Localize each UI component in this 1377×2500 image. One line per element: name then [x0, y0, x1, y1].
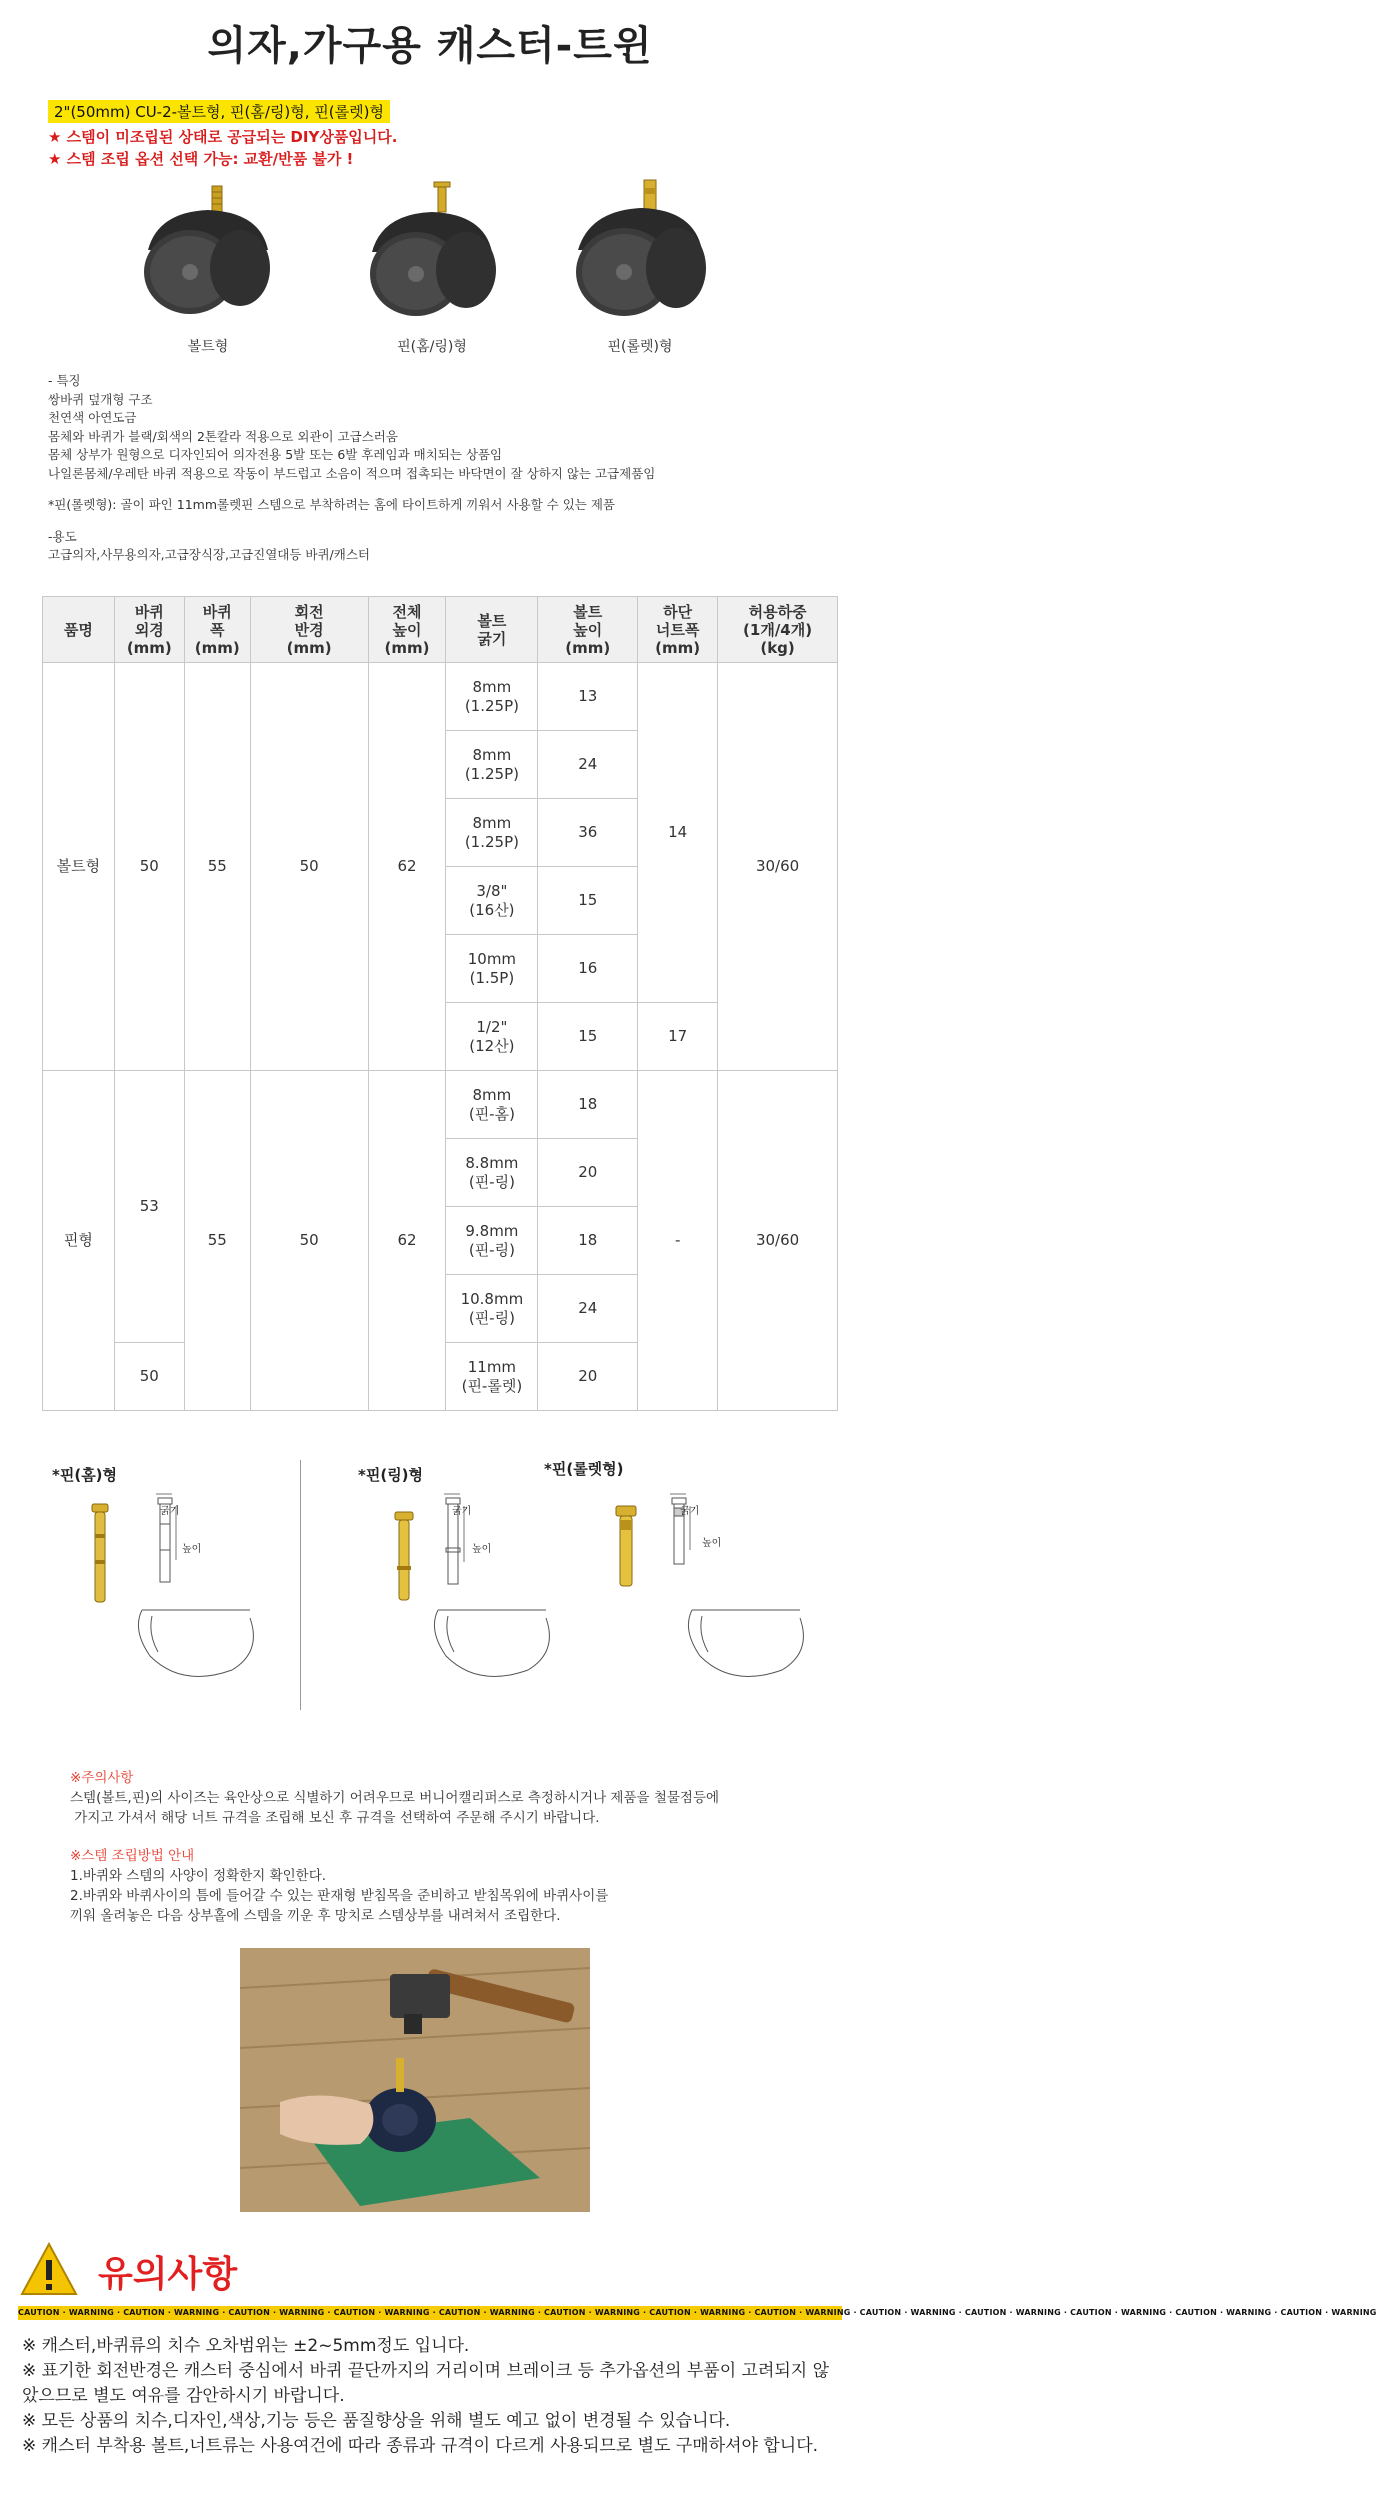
thickness-label: 굵기	[680, 1506, 700, 1517]
caution-notes	[70, 1768, 810, 1828]
bolt-thickness-cell: 8mm (1.25P)	[446, 799, 538, 867]
pin-length-cell: 18	[538, 1071, 638, 1139]
warning-note: ※ 표기한 회전반경은 캐스터 중심에서 바퀴 끝단까지의 거리이며 브레이크 등 추가옵션의 부품이 고려되지 않았으므로 별도 여유를 감안하시기 바랍니다.	[22, 2361, 830, 2406]
warning-title: 유의사항	[98, 2254, 238, 2295]
pin-rollet-heading: *핀(롤렛형)	[544, 1460, 624, 1478]
caution-line: 스템(볼트,핀)의 사이즈는 육안상으로 식별하기 어려우므로 버니어캘리퍼스로 측정하시거나 제품을 철물점등에	[70, 1790, 720, 1806]
pin-load-cell: 30/60	[718, 1071, 838, 1411]
col-header: 허용하중 (1개/4개) (kg)	[718, 597, 838, 663]
product-subtitle: 2"(50mm) CU-2-볼트형, 핀(홈/링)형, 핀(롤렛)형	[48, 100, 390, 123]
warning-note: ※ 모든 상품의 치수,디자인,색상,기능 등은 품질향상을 위해 별도 예고 없이 변경될 수 있습니다.	[22, 2411, 731, 2431]
bolt-length-cell: 16	[538, 935, 638, 1003]
pin-name-cell: 핀형	[43, 1071, 115, 1411]
pin-thickness-cell: 10.8mm (핀-링)	[446, 1275, 538, 1343]
caution-heading: ※주의사항	[70, 1770, 134, 1786]
bolt-thickness-cell: 1/2" (12산)	[446, 1003, 538, 1071]
pin-thickness-cell: 9.8mm (핀-링)	[446, 1207, 538, 1275]
caution-line: 가지고 가셔서 해당 너트 규격을 조립해 보신 후 규격을 선택하여 주문해 주시기 바랍니다.	[70, 1810, 600, 1826]
bolt-length-cell: 24	[538, 731, 638, 799]
bolt-thickness-cell: 8mm (1.25P)	[446, 731, 538, 799]
bolt-nut-cell: 14	[638, 663, 718, 1003]
pin-height-cell: 62	[368, 1071, 446, 1411]
pin-outer-cell: 50	[114, 1343, 184, 1411]
feature-line: 몸체 상부가 원형으로 디자인되어 의자전용 5발 또는 6발 후레임과 매치되는 상품임	[48, 447, 503, 462]
pin-rollet-caster-image	[560, 180, 720, 320]
pin-ring-diagram	[428, 1490, 568, 1604]
features-section	[48, 372, 838, 565]
table-row	[43, 663, 838, 731]
pin-rollet-diagram	[654, 1490, 794, 1604]
pin-ring-heading: *핀(링)형	[358, 1466, 424, 1484]
thickness-label: 굵기	[452, 1506, 472, 1517]
bolt-length-cell: 15	[538, 867, 638, 935]
bolt-load-cell: 30/60	[718, 663, 838, 1071]
bolt-thickness-cell: 3/8" (16산)	[446, 867, 538, 935]
pin-types-section	[42, 1450, 838, 1720]
bolt-thickness-cell: 10mm (1.5P)	[446, 935, 538, 1003]
col-header: 회전 반경 (mm)	[250, 597, 368, 663]
col-header: 하단 너트폭 (mm)	[638, 597, 718, 663]
pin-length-cell: 20	[538, 1139, 638, 1207]
caution-tape-banner	[18, 2306, 1377, 2320]
warning-note: ※ 캐스터,바퀴류의 치수 오차범위는 ±2~5mm정도 입니다.	[22, 2336, 470, 2356]
bolt-length-cell: 36	[538, 799, 638, 867]
pin-groove-heading: *핀(홈)형	[52, 1466, 118, 1484]
pin-nut-cell: -	[638, 1071, 718, 1411]
pin-outer-cell: 53	[114, 1071, 184, 1343]
bolt-length-cell: 13	[538, 663, 638, 731]
pin-length-cell: 18	[538, 1207, 638, 1275]
pin-groove-photo	[82, 1500, 122, 1614]
height-label: 높이	[702, 1538, 722, 1549]
bolt-radius-cell: 50	[250, 663, 368, 1071]
assembly-line: 끼워 올려놓은 다음 상부홀에 스템을 끼운 후 망치로 스템상부를 내려쳐서 조립한다.	[70, 1908, 561, 1924]
col-header: 전체 높이 (mm)	[368, 597, 446, 663]
caution-tape-text: CAUTION · WARNING · CAUTION · WARNING · CAUTION · WARNING · CAUTION · WARNING · CAUTION · WARNING · CAUTION · WARNING · CAUTION · WARNING · CAUTION · WARNING · CAUTION · WARNING · CAUTION · WARNING · CAUTION · WARNING · CAUTION · WARNING · CAUTION · WARNING	[18, 2308, 1377, 2317]
table-row	[43, 1071, 838, 1139]
pin-width-cell: 55	[184, 1071, 250, 1411]
feature-line: 천연색 아연도금	[48, 410, 137, 425]
assembly-photo	[240, 1948, 590, 2212]
pin-thickness-cell: 8.8mm (핀-링)	[446, 1139, 538, 1207]
assembly-guide	[70, 1846, 810, 1926]
features-heading: - 특징	[48, 373, 81, 388]
assembly-line: 2.바퀴와 바퀴사이의 틈에 들어갈 수 있는 판재형 받침목을 준비하고 받침목위에 바퀴사이를	[70, 1888, 609, 1904]
bolt-outer-cell: 50	[114, 663, 184, 1071]
assembly-line: 1.바퀴와 스템의 사양이 정확한지 확인한다.	[70, 1868, 327, 1884]
bolt-width-cell: 55	[184, 663, 250, 1071]
bolt-name-cell: 볼트형	[43, 663, 115, 1071]
feature-line: 쌍바퀴 덮개형 구조	[48, 391, 153, 407]
rollet-note: *핀(롤렛형): 골이 파인 11mm롤렛핀 스템으로 부착하려는 홈에 타이트하게 끼워서 사용할 수 있는 제품	[48, 497, 616, 512]
bolt-height-cell: 62	[368, 663, 446, 1071]
pin-rollet-wheel-diagram	[672, 1600, 822, 1694]
col-header: 품명	[43, 597, 115, 663]
pin-thickness-cell: 11mm (핀-롤렛)	[446, 1343, 538, 1411]
thickness-label: 굵기	[160, 1506, 180, 1517]
pin-length-cell: 24	[538, 1275, 638, 1343]
height-label: 높이	[182, 1544, 202, 1555]
bolt-length-cell: 15	[538, 1003, 638, 1071]
col-header: 바퀴 외경 (mm)	[114, 597, 184, 663]
diy-notice: ★ 스템이 미조립된 상태로 공급되는 DIY상품입니다.	[48, 128, 398, 146]
feature-line: 몸체와 바퀴가 블랙/회색의 2톤칼라 적용으로 외관이 고급스러움	[48, 428, 398, 444]
pin-rollet-photo	[608, 1502, 648, 1606]
pin-length-cell: 20	[538, 1343, 638, 1411]
usage-text: 고급의자,사무용의자,고급장식장,고급진열대등 바퀴/캐스터	[48, 547, 370, 562]
height-label: 높이	[472, 1544, 492, 1555]
assembly-heading: ※스템 조립방법 안내	[70, 1848, 195, 1864]
spec-table	[42, 596, 838, 1411]
bolt-nut-cell: 17	[638, 1003, 718, 1071]
col-header: 바퀴 폭 (mm)	[184, 597, 250, 663]
feature-line: 나일론몸체/우레탄 바퀴 적용으로 작동이 부드럽고 소음이 적으며 접촉되는 바닥면이 잘 상하지 않는 고급제품임	[48, 465, 656, 481]
pin-ring-wheel-diagram	[418, 1600, 568, 1694]
warning-note: ※ 캐스터 부착용 볼트,너트류는 사용여건에 따라 종류과 규격이 다르게 사용되므로 별도 구매하셔야 합니다.	[22, 2436, 819, 2456]
bolt-type-label: 볼트형	[187, 339, 229, 355]
usage-heading: -용도	[48, 528, 77, 544]
section-divider	[300, 1460, 301, 1710]
bolt-type-caster-image	[128, 180, 288, 320]
assembly-option-notice: ★ 스템 조립 옵션 선택 가능: 교환/반품 불가 !	[48, 150, 354, 168]
pin-groove-wheel-diagram	[122, 1600, 272, 1694]
pin-ring-photo	[386, 1508, 426, 1612]
warning-header	[18, 2240, 838, 2300]
page-title: 의자,가구용 캐스터-트윈	[207, 23, 653, 69]
col-header: 볼트 높이 (mm)	[538, 597, 638, 663]
warning-notes	[22, 2334, 840, 2459]
pin-thickness-cell: 8mm (핀-홈)	[446, 1071, 538, 1139]
col-header: 볼트 굵기	[446, 597, 538, 663]
warning-triangle-icon	[18, 2240, 80, 2298]
pin-radius-cell: 50	[250, 1071, 368, 1411]
pin-groove-ring-label: 핀(홈/링)형	[397, 339, 467, 355]
pin-rollet-label: 핀(롤렛)형	[607, 339, 673, 355]
pin-groove-ring-caster-image	[352, 180, 512, 320]
spec-header-row	[43, 597, 838, 663]
bolt-thickness-cell: 8mm (1.25P)	[446, 663, 538, 731]
